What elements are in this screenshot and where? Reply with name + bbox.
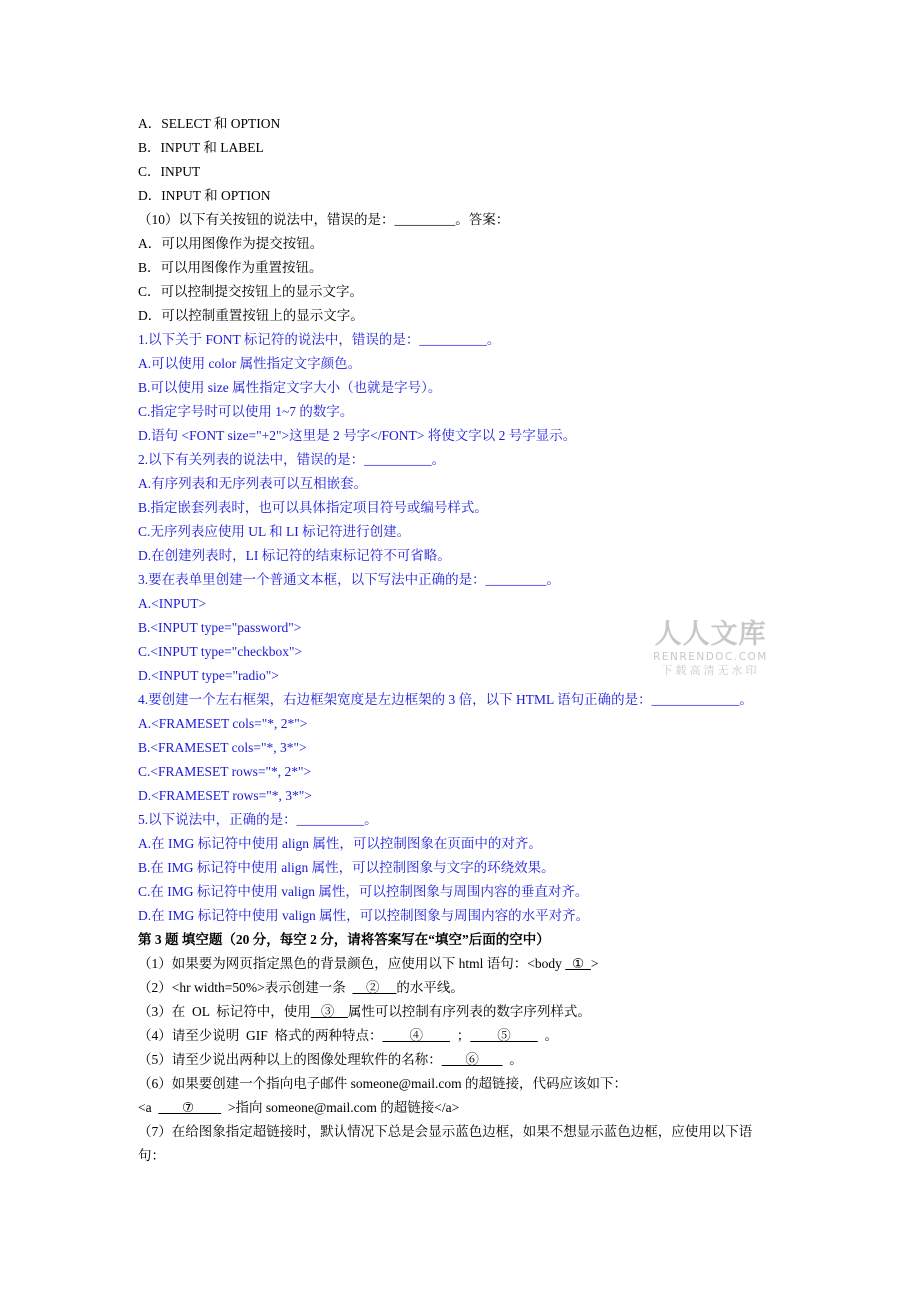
option-c-input: C．INPUT (138, 164, 201, 179)
c-question-1 (138, 955, 598, 973)
b-q4-option-c: C.<FRAMESET rows="*, 2*"> (138, 764, 312, 779)
b-question-5: 5.以下说法中，正确的是：__________。 (138, 812, 378, 827)
q2-suffix: 的水平线。 (396, 980, 464, 995)
q5-prefix: （5）请至少说出两种以上的图像处理软件的名称： (138, 1052, 442, 1067)
b-q5-option-d: D.在 IMG 标记符中使用 valign 属性，可以控制图象与周围内容的水平对齐。 (138, 908, 590, 923)
option-b-input: B．INPUT 和 LABEL (138, 140, 264, 155)
q3-prefix: （3）在 OL 标记符中，使用 (138, 1004, 311, 1019)
b-q3-option-c: C.<INPUT type="checkbox"> (138, 644, 303, 659)
b-q3-option-d: D.<INPUT type="radio"> (138, 668, 279, 683)
blank-7: ⑦ (158, 1100, 222, 1115)
b-q5-option-b: B.在 IMG 标记符中使用 align 属性，可以控制图象与文字的环绕效果。 (138, 860, 555, 875)
c-question-3 (138, 1003, 591, 1021)
c-question-2 (138, 979, 464, 997)
blank-5: ⑤ (470, 1028, 538, 1043)
b-q1-option-a: A.可以使用 color 属性指定文字颜色。 (138, 356, 362, 371)
q6-code-suffix: >指向 someone@mail.com 的超链接</a> (221, 1100, 460, 1115)
c-question-7-line1: （7）在给图象指定超链接时，默认情况下总是会显示蓝色边框，如果不想显示蓝色边框，应使用以下语 (138, 1124, 753, 1139)
blank-6: ⑥ (441, 1052, 503, 1067)
b-q2-option-c: C.无序列表应使用 UL 和 LI 标记符进行创建。 (138, 524, 411, 539)
q10-option-c: C．可以控制提交按钮上的显示文字。 (138, 284, 364, 299)
b-q1-option-d: D.语句 <FONT size="+2">这里是 2 号字</FONT> 将使文字以 2 号字显示。 (138, 428, 577, 443)
b-q4-option-d: D.<FRAMESET rows="*, 3*"> (138, 788, 312, 803)
b-q3-option-a: A.<INPUT> (138, 596, 207, 611)
b-question-4: 4.要创建一个左右框架，右边框架宽度是左边框架的 3 倍，以下 HTML 语句正确的是：_____________。 (138, 692, 753, 707)
watermark-title: 人人文库 (654, 619, 767, 650)
section-3-heading: 第 3 题 填空题（20 分，每空 2 分，请将答案写在“填空”后面的空中） (138, 932, 550, 947)
c-question-4 (138, 1027, 558, 1045)
q6-code-prefix: <a (138, 1100, 159, 1115)
blank-1: ① (565, 956, 591, 971)
b-q2-option-a: A.有序列表和无序列表可以互相嵌套。 (138, 476, 368, 491)
q4-separator: ； (450, 1028, 471, 1043)
q10-option-d: D．可以控制重置按钮上的显示文字。 (138, 308, 364, 323)
blank-3: ③ (310, 1004, 348, 1019)
b-q2-option-d: D.在创建列表时，LI 标记符的结束标记符不可省略。 (138, 548, 451, 563)
b-q1-option-c: C.指定字号时可以使用 1~7 的数字。 (138, 404, 354, 419)
q1-prefix: （1）如果要为网页指定黑色的背景颜色，应使用以下 html 语句：<body (138, 956, 566, 971)
q1-suffix: > (590, 956, 599, 971)
b-q3-option-b: B.<INPUT type="password"> (138, 620, 302, 635)
q10-option-b: B．可以用图像作为重置按钮。 (138, 260, 323, 275)
watermark-logo (648, 620, 773, 678)
c-question-6: （6）如果要创建一个指向电子邮件 someone@mail.com 的超链接，代码应该如下： (138, 1076, 628, 1091)
b-q5-option-c: C.在 IMG 标记符中使用 valign 属性，可以控制图象与周围内容的垂直对齐。 (138, 884, 589, 899)
b-question-2: 2.以下有关列表的说法中，错误的是：__________。 (138, 452, 446, 467)
watermark-tagline: 下载高清无水印 (661, 664, 760, 677)
b-q1-option-b: B.可以使用 size 属性指定文字大小（也就是字号）。 (138, 380, 442, 395)
blank-4: ④ (382, 1028, 451, 1043)
watermark-site: RENRENDOC.COM (653, 651, 768, 663)
b-q5-option-a: A.在 IMG 标记符中使用 align 属性，可以控制图象在页面中的对齐。 (138, 836, 542, 851)
q2-prefix: （2）<hr width=50%>表示创建一条 (138, 980, 353, 995)
q10-option-a: A．可以用图像作为提交按钮。 (138, 236, 324, 251)
b-question-1: 1.以下关于 FONT 标记符的说法中，错误的是：__________。 (138, 332, 501, 347)
b-q4-option-b: B.<FRAMESET cols="*, 3*"> (138, 740, 307, 755)
c-question-6-code (138, 1099, 459, 1117)
option-a-select: A．SELECT 和 OPTION (138, 116, 281, 131)
q5-suffix: 。 (502, 1052, 523, 1067)
q4-prefix: （4）请至少说明 GIF 格式的两种特点： (138, 1028, 383, 1043)
blank-2: ② (352, 980, 397, 995)
b-q4-option-a: A.<FRAMESET cols="*, 2*"> (138, 716, 308, 731)
q4-suffix: 。 (537, 1028, 559, 1043)
question-10: （10）以下有关按钮的说法中，错误的是：_________。答案： (138, 212, 510, 227)
option-d-input: D．INPUT 和 OPTION (138, 188, 271, 203)
b-question-3: 3.要在表单里创建一个普通文本框，以下写法中正确的是：_________。 (138, 572, 560, 587)
q3-suffix: 属性可以控制有序列表的数字序列样式。 (347, 1004, 591, 1019)
c-question-5 (138, 1051, 523, 1069)
c-question-7-line2: 句： (138, 1148, 165, 1163)
b-q2-option-b: B.指定嵌套列表时，也可以具体指定项目符号或编号样式。 (138, 500, 488, 515)
